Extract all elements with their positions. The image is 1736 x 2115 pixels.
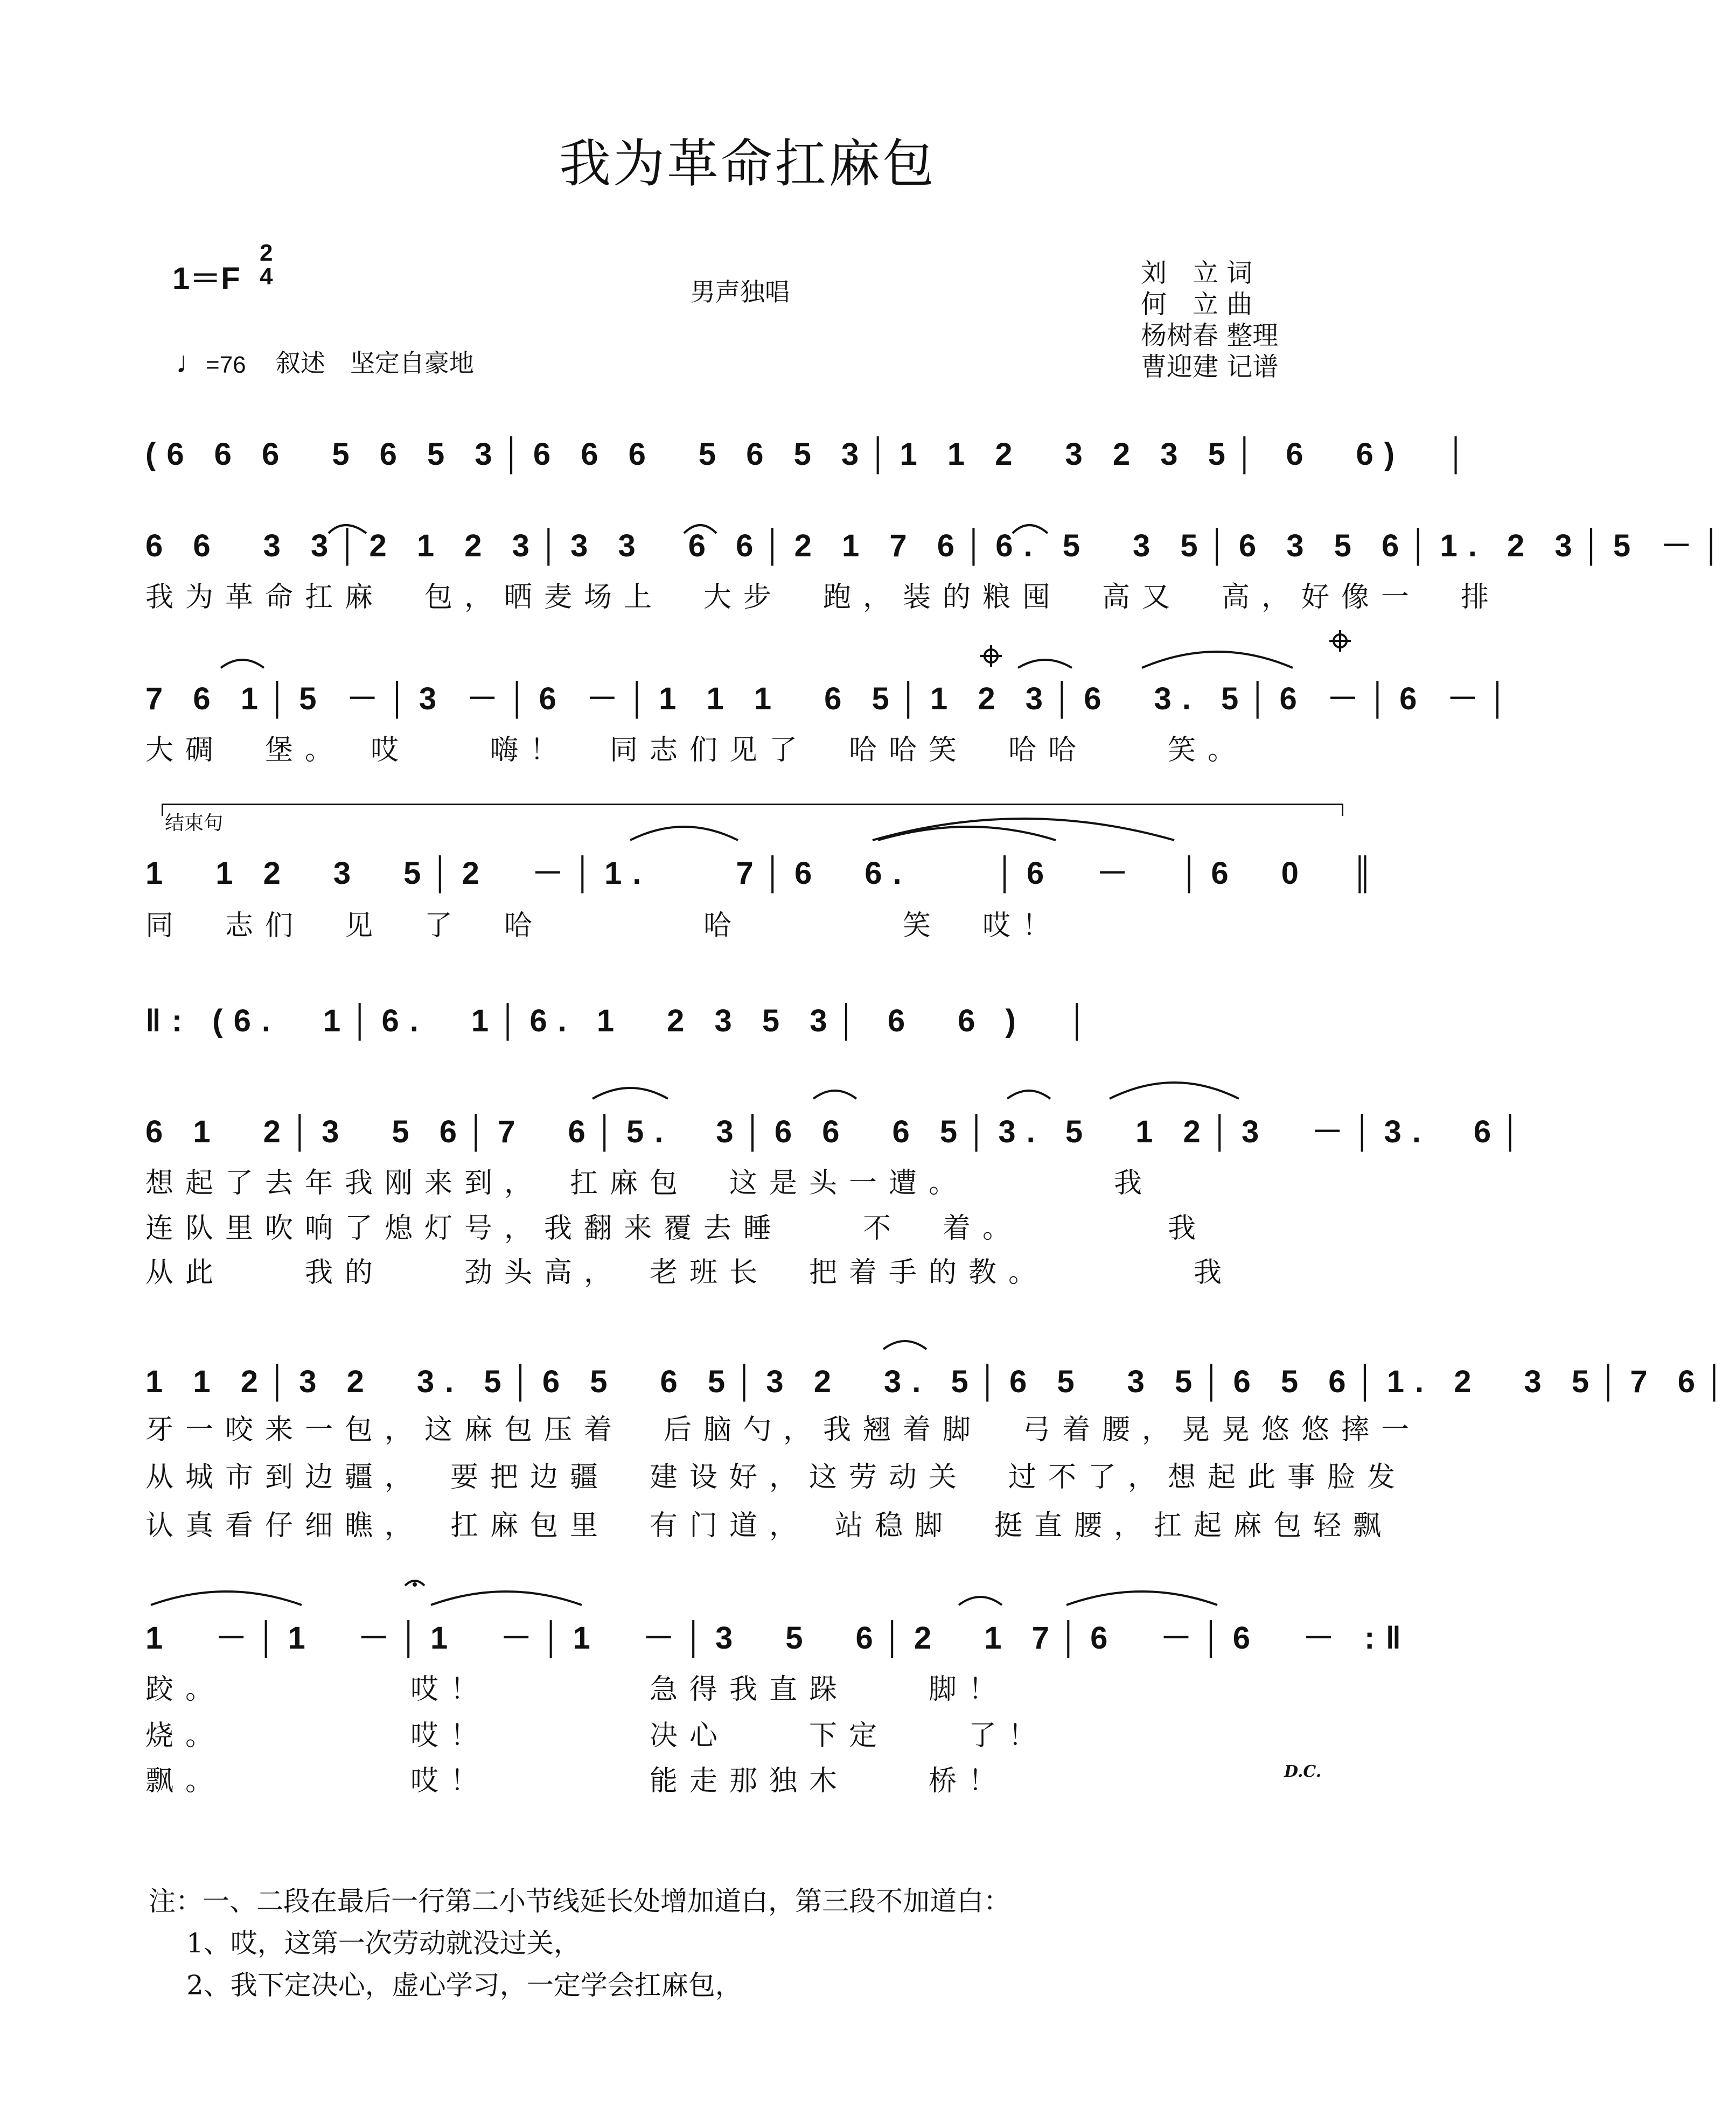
credit-transcriber: 曹迎建 记谱 [1141, 352, 1279, 382]
lyrics-system-7-verse-2: 从城市到边疆， 要把边疆 建设好，这劳动关 过不了，想起此事脸发 [145, 1461, 1407, 1493]
staff-system-3: 7 6 1│5 －│3 －│6 －│1 1 1 6 5│1 2 3│6 3. 5│6 －│6 －│ [145, 681, 1519, 716]
staff-system-8: 1 －│1 －│1 －│1 －│3 5 6│2 1 7│6 －│6 － :‖ [145, 1621, 1412, 1656]
tie [151, 1592, 302, 1605]
staff-system-6: 6 1 2│3 5 6│7 6│5. 3│6 6 6 5│3. 5 1 2│3 －│3. 6│ [145, 1114, 1532, 1149]
voice-type: 男声独唱 [691, 277, 790, 306]
slur [592, 1088, 668, 1099]
slur [684, 525, 716, 533]
tempo-value: =76 [206, 352, 246, 378]
credit-lyricist: 刘 立 词 [1141, 258, 1253, 288]
slur [1007, 1091, 1050, 1099]
lyrics-system-3: 大碉 堡。 哎 嗨！ 同志们见了 哈哈笑 哈哈 笑。 [145, 734, 1248, 766]
footnote-item-1: 1、哎，这第一次劳动就没过关， [186, 1928, 581, 1959]
slur [883, 1341, 926, 1349]
expression-marking: 叙述 坚定自豪地 [276, 349, 474, 377]
staff-system-5: ‖: (6. 1│6. 1│6. 1 2 3 5 3│ 6 6 ) │ [145, 1003, 1099, 1038]
quarter-note-icon: ♩ [176, 345, 206, 379]
slur [221, 660, 264, 668]
credit-composer: 何 立 曲 [1141, 289, 1253, 319]
song-title: 我为革命扛麻包 [559, 134, 936, 194]
lyrics-system-6-verse-3: 从此 我的 劲头高， 老班长 把着手的教。 我 [145, 1257, 1234, 1289]
lyrics-system-7-verse-3: 认真看仔细瞧， 扛麻包里 有门道， 站稳脚 挺直腰，扛起麻包轻飘 [145, 1510, 1393, 1542]
slur [1018, 660, 1072, 668]
credit-arranger: 杨树春 整理 [1141, 320, 1279, 351]
ending-label: 结束句 [165, 812, 224, 834]
tie [1110, 1083, 1239, 1099]
slur [1013, 525, 1048, 533]
tie [1066, 1592, 1217, 1605]
staff-system-7: 1 1 2│3 2 3. 5│6 5 6 5│3 2 3. 5│6 5 3 5│6 5 6│1. 2 3 5│7 6│ [145, 1364, 1736, 1399]
lyrics-system-8-verse-3: 飘。 哎！ 能走那独木 桥！ [145, 1765, 1009, 1797]
staff-system-1: (6 6 6 5 6 5 3│6 6 6 5 6 5 3│1 1 2 3 2 3 5│ 6 6) │ [145, 437, 1478, 472]
tie [878, 827, 1056, 840]
fermata-icon [405, 1581, 424, 1587]
tie [873, 819, 1174, 840]
lyrics-system-7-verse-1: 牙一咬来一包，这麻包压着 后脑勺，我翘着脚 弓着腰，晃晃悠悠摔一 [145, 1414, 1421, 1446]
slur [959, 1597, 1002, 1605]
lyrics-system-8-verse-2: 烧。 哎！ 决心 下定 了！ [145, 1720, 1049, 1752]
time-signature-top: 2 [260, 240, 273, 266]
lyrics-system-8-verse-1: 跤。 哎！ 急得我直跺 脚！ [145, 1673, 1009, 1706]
staff-system-4: 1 1 2 3 5│2 －│1. 7│6 6. │6 － │6 0 ║ [145, 856, 1385, 891]
dc-mark: D.C. [1284, 1762, 1322, 1781]
tie [431, 1592, 582, 1605]
footnote-item-2: 2、我下定决心，虚心学习，一定学会扛麻包， [186, 1970, 742, 2001]
tie [1142, 652, 1293, 668]
lyrics-system-2: 我为革命扛麻 包，晒麦场上 大步 跑，装的粮囤 高又 高，好像一 排 [145, 581, 1501, 613]
lyrics-system-6-verse-2: 连队里吹响了熄灯号，我翻来覆去睡 不 着。 我 [145, 1212, 1208, 1245]
slur [329, 525, 366, 533]
footnote-main: 注：一、二段在最后一行第二小节线延长处增加道白，第三段不加道白： [149, 1886, 1010, 1917]
time-signature-bottom: 4 [260, 263, 273, 290]
slur [813, 1091, 856, 1099]
lyrics-system-4: 同 志们 见 了 哈 哈 笑 哎！ [145, 910, 1063, 942]
staff-system-2: 6 6 3 3│2 1 2 3│3 3 6 6│2 1 7 6│6. 5 3 5│6 3 5 6│1. 2 3│5 －│ [145, 528, 1733, 563]
tie [630, 827, 738, 840]
key-signature: 1＝F [172, 261, 240, 296]
lyrics-system-6-verse-1: 想起了去年我刚来到， 扛麻包 这是头一遭。 我 [145, 1167, 1154, 1199]
